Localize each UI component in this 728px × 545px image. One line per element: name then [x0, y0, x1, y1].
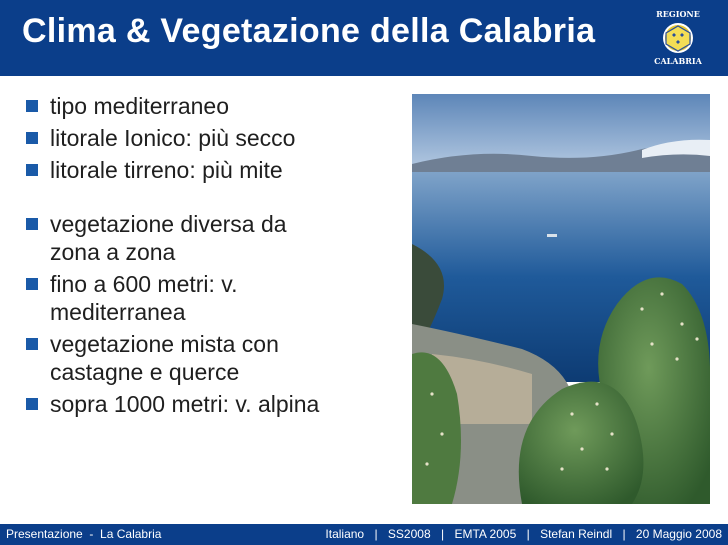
logo-text-bottom: CALABRIA	[654, 56, 702, 66]
landscape-photo	[412, 94, 710, 504]
logo-text-top: REGIONE	[656, 9, 700, 19]
footer-separator: |	[440, 527, 445, 541]
footer-program: EMTA 2005	[454, 527, 517, 541]
footer-language: Italiano	[325, 527, 365, 541]
bullet-text: litorale Ionico: più secco	[50, 125, 296, 151]
bullet-text: vegetazione diversa da zona a zona	[50, 211, 287, 265]
bullet-text: vegetazione mista con castagne e querce	[50, 331, 279, 385]
bullet-marker-icon	[26, 398, 38, 410]
footer-separator: |	[374, 527, 378, 541]
bullet-marker-icon	[26, 164, 38, 176]
footer-info	[325, 527, 722, 541]
slide-title: Clima & Vegetazione della Calabria	[22, 12, 596, 50]
bullet-marker-icon	[26, 218, 38, 230]
footer-separator: |	[526, 527, 530, 541]
footer-separator: |	[622, 527, 626, 541]
bullet-item	[20, 210, 400, 266]
regione-calabria-logo	[636, 6, 720, 68]
bullet-text: sopra 1000 metri: v. alpina	[50, 391, 320, 417]
bullet-item	[20, 124, 400, 152]
bullet-marker-icon	[26, 100, 38, 112]
bullet-item	[20, 330, 400, 386]
footer-course: SS2008	[387, 527, 431, 541]
bullet-text: tipo mediterraneo	[50, 93, 229, 119]
bullet-text: fino a 600 metri: v. mediterranea	[50, 271, 238, 325]
bullet-item	[20, 92, 400, 120]
bullet-text: litorale tirreno: più mite	[50, 157, 283, 183]
bullet-marker-icon	[26, 132, 38, 144]
bullet-item	[20, 156, 400, 184]
footer-author: Stefan Reindl	[540, 527, 613, 541]
footer-presentation-label: Presentazione - La Calabria	[6, 527, 162, 541]
bullet-marker-icon	[26, 338, 38, 350]
title-bar	[0, 0, 728, 80]
bullet-item	[20, 270, 400, 326]
bullet-list	[20, 92, 400, 422]
footer-date: 20 Maggio 2008	[635, 527, 722, 541]
bullet-marker-icon	[26, 278, 38, 290]
footer-bar	[0, 524, 728, 545]
bullet-item	[20, 390, 400, 418]
